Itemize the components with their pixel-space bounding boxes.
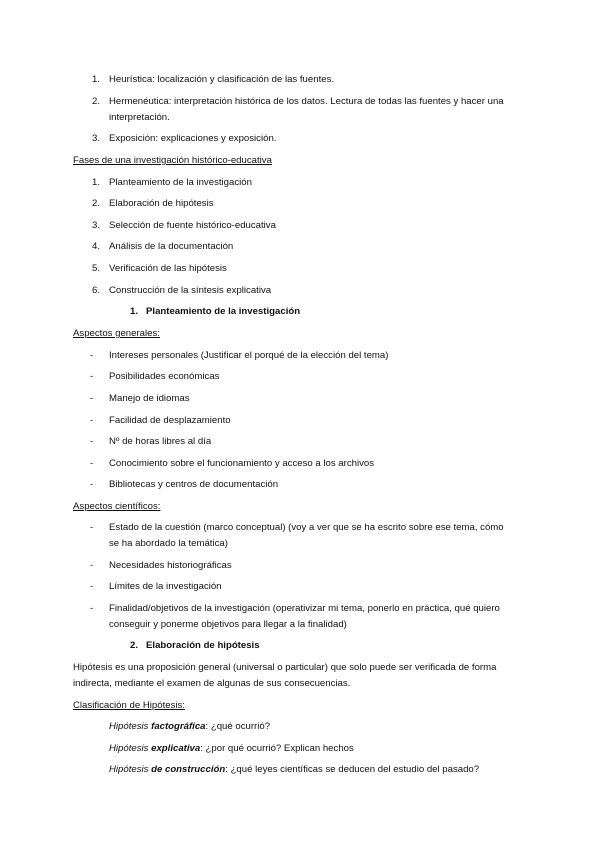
list-item: Heurística: localización y clasificación de las fuentes. <box>109 74 335 85</box>
section-title: Elaboración de hipótesis <box>146 640 260 651</box>
section-title: Planteamiento de la investigación <box>146 306 301 317</box>
general-heading: Aspectos generales: <box>73 328 160 339</box>
hypothesis-word: Hipótesis <box>109 764 152 775</box>
classification-item <box>109 743 354 755</box>
list-item: Selección de fuente histórico-educativa <box>109 220 276 231</box>
list-number: 5. <box>91 263 100 274</box>
bullet-dash: - <box>90 522 94 533</box>
classification-item <box>109 764 479 776</box>
hypothesis-description: : ¿qué ocurrió? <box>205 721 271 732</box>
list-number: 2. <box>91 198 100 209</box>
list-number: 1. <box>91 74 100 85</box>
hypothesis-word: Hipótesis <box>109 721 152 732</box>
bullet-dash: - <box>90 603 94 614</box>
list-item: Finalidad/objetivos de la investigación (operativizar mi tema, ponerlo en práctica, qué quiero <box>109 603 500 614</box>
hypothesis-paragraph-line: Hipótesis es una proposición general (universal o particular) que solo puede ser verificada de forma <box>73 662 497 673</box>
classification-heading: Clasificación de Hipótesis: <box>73 700 185 711</box>
list-number: 2. <box>91 96 100 107</box>
list-item: Límites de la investigación <box>109 581 222 592</box>
section-number: 2. <box>129 640 138 651</box>
hypothesis-description: : ¿por qué ocurrió? Explican hechos <box>200 743 354 754</box>
hypothesis-kind: explicativa <box>151 743 201 754</box>
hypothesis-paragraph-line: indirecta, mediante el examen de algunas de sus consecuencias. <box>73 678 351 689</box>
hypothesis-word: Hipótesis <box>109 743 152 754</box>
classification-item <box>109 721 270 733</box>
list-item: Conocimiento sobre el funcionamiento y acceso a los archivos <box>109 458 375 469</box>
hypothesis-kind: factográfica <box>151 721 206 732</box>
phases-heading: Fases de una investigación histórico-educativa <box>73 155 272 166</box>
list-item: Nº de horas libres al día <box>109 436 212 447</box>
list-number: 1. <box>91 177 100 188</box>
list-item: Intereses personales (Justificar el porqué de la elección del tema) <box>109 350 389 361</box>
bullet-dash: - <box>90 479 94 490</box>
hypothesis-kind: de construcción <box>151 764 226 775</box>
list-item: Estado de la cuestión (marco conceptual) (voy a ver que se ha escrito sobre ese tema, cómo <box>109 522 504 533</box>
bullet-dash: - <box>90 458 94 469</box>
list-item: Bibliotecas y centros de documentación <box>109 479 279 490</box>
bullet-dash: - <box>90 581 94 592</box>
bullet-dash: - <box>90 560 94 571</box>
bullet-dash: - <box>90 371 94 382</box>
bullet-dash: - <box>90 436 94 447</box>
list-item: Elaboración de hipótesis <box>109 198 214 209</box>
list-item: Construcción de la síntesis explicativa <box>109 285 272 296</box>
bullet-dash: - <box>90 350 94 361</box>
section-number: 1. <box>129 306 138 317</box>
list-number: 3. <box>91 133 100 144</box>
list-item-continuation: conseguir y ponerme objetivos para llegar a la finalidad) <box>109 619 347 630</box>
list-item-continuation: se ha abordado la temática) <box>109 538 228 549</box>
list-number: 4. <box>91 241 100 252</box>
list-item: Verificación de las hipótesis <box>109 263 227 274</box>
list-item: Análisis de la documentación <box>109 241 234 252</box>
list-item: Manejo de idiomas <box>109 393 190 404</box>
list-item: Posibilidades económicas <box>109 371 220 382</box>
list-item: Facilidad de desplazamiento <box>109 415 231 426</box>
list-item: Hermenéutica: interpretación histórica de los datos. Lectura de todas las fuentes y hacer una <box>109 96 504 107</box>
list-number: 3. <box>91 220 100 231</box>
list-item-continuation: interpretación. <box>109 112 170 123</box>
bullet-dash: - <box>90 415 94 426</box>
bullet-dash: - <box>90 393 94 404</box>
list-item: Exposición: explicaciones y exposición. <box>109 133 277 144</box>
hypothesis-description: : ¿qué leyes científicas se deducen del estudio del pasado? <box>225 764 480 775</box>
scientific-heading: Aspectos científicos: <box>73 501 161 512</box>
list-number: 6. <box>91 285 100 296</box>
list-item: Necesidades historiográficas <box>109 560 232 571</box>
list-item: Planteamiento de la investigación <box>109 177 252 188</box>
